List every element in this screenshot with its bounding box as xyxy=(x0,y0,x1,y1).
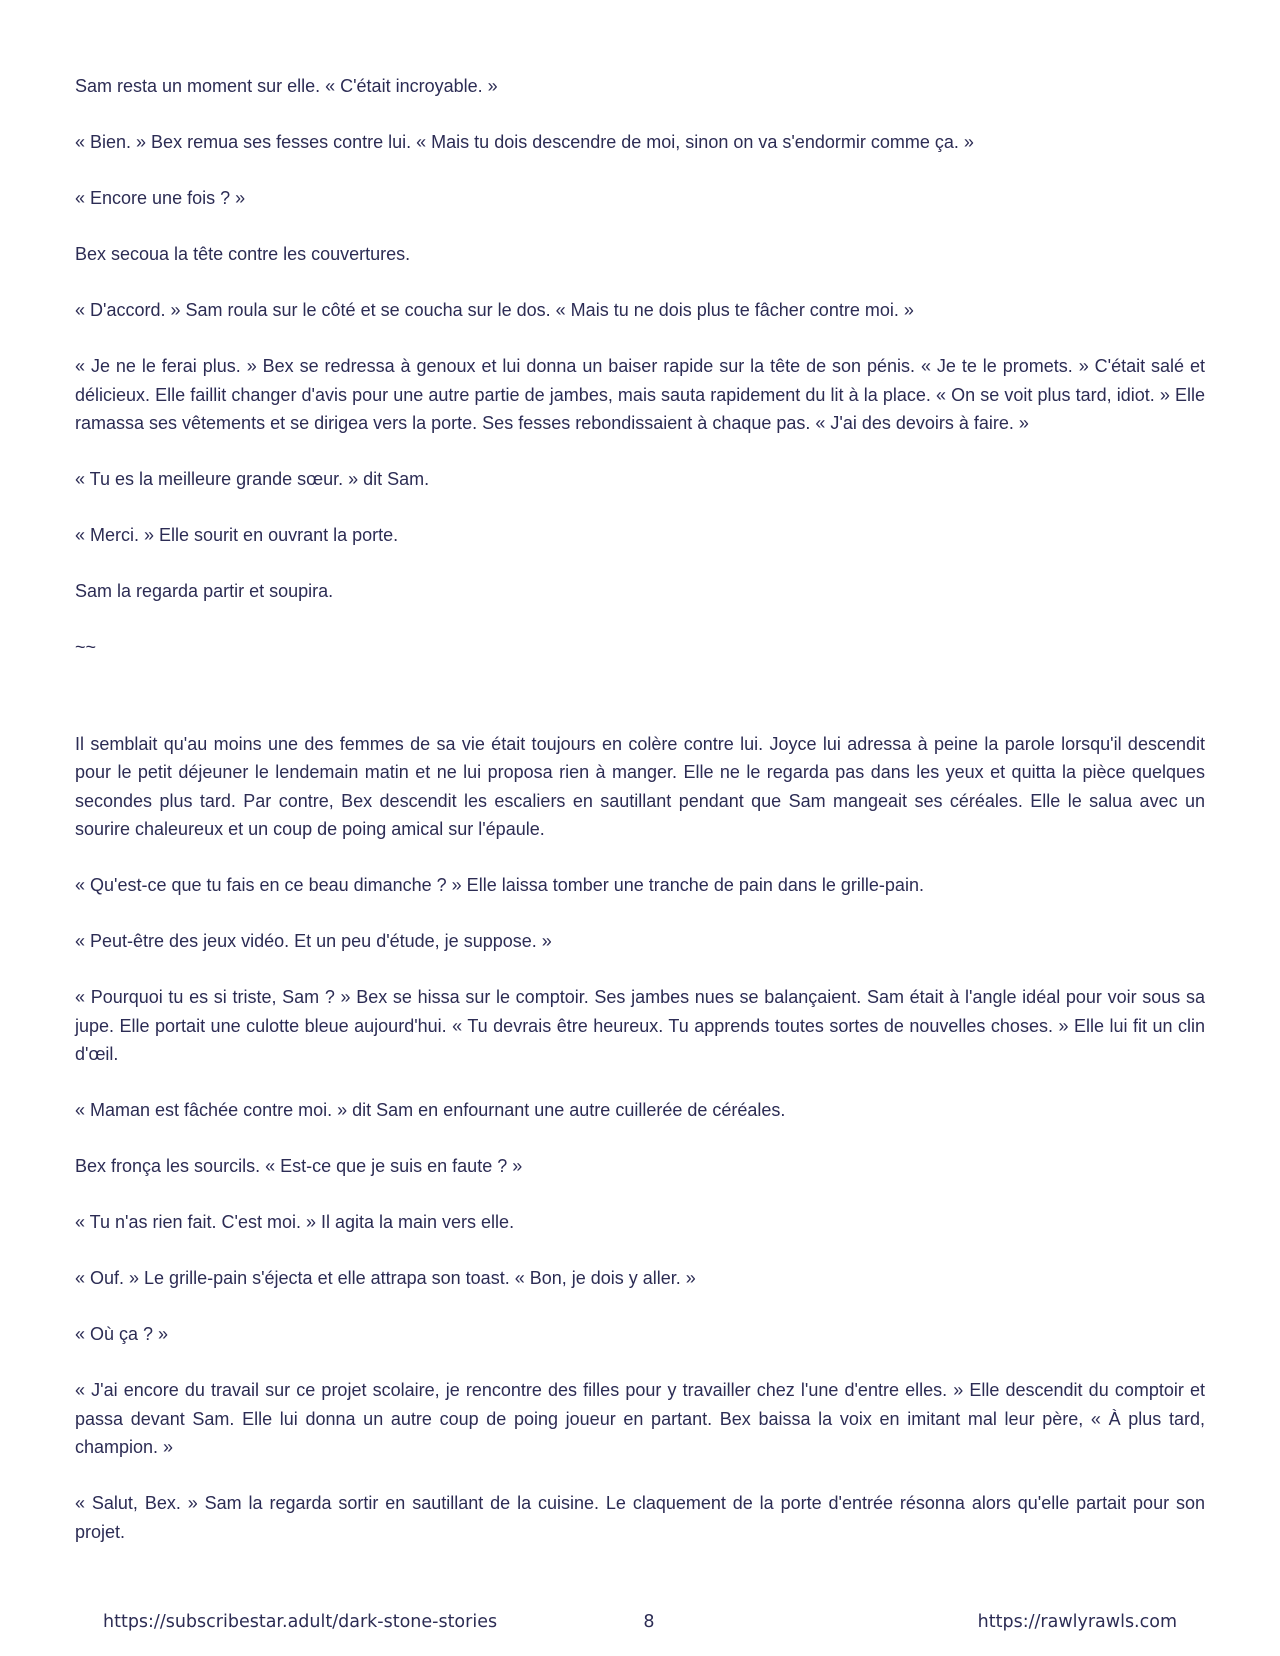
footer-left-url[interactable]: https://subscribestar.adult/dark-stone-stories xyxy=(103,1612,498,1632)
paragraph: « Salut, Bex. » Sam la regarda sortir en sautillant de la cuisine. Le claquement de la porte d'entrée résonna alors qu'elle partait pour son projet. xyxy=(75,1493,1211,1542)
paragraph: « Je ne le ferai plus. » Bex se redressa à genoux et lui donna un baiser rapide sur la tête de son pénis. « Je te le promets. » C'était salé et délicieux. Elle faillit changer d'avis pour une autre partie de jambes, mais sauta rapidement du lit à la place. « On se voit plus tard, idiot. » Elle ramassa ses vêtements et se dirigea vers la porte. Ses fesses rebondissaient à chaque pas. « J'ai des devoirs à faire. » xyxy=(75,356,1211,433)
footer-right-url[interactable]: https://rawlyrawls.com xyxy=(977,1612,1177,1632)
paragraph: Sam la regarda partir et soupira. xyxy=(75,581,334,601)
paragraph: « Ouf. » Le grille-pain s'éjecta et elle attrapa son toast. « Bon, je dois y aller. » xyxy=(75,1268,696,1288)
paragraph: « Peut-être des jeux vidéo. Et un peu d'étude, je suppose. » xyxy=(75,931,552,951)
paragraph: « Merci. » Elle sourit en ouvrant la porte. xyxy=(75,525,399,545)
paragraph: « Tu n'as rien fait. C'est moi. » Il agita la main vers elle. xyxy=(75,1212,515,1232)
paragraph: Bex fronça les sourcils. « Est-ce que je suis en faute ? » xyxy=(75,1156,523,1176)
paragraph: « Maman est fâchée contre moi. » dit Sam en enfournant une autre cuillerée de céréales. xyxy=(75,1100,786,1120)
paragraph: « Tu es la meilleure grande sœur. » dit Sam. xyxy=(75,469,430,489)
paragraph: « Encore une fois ? » xyxy=(75,188,246,208)
footer-page-number: 8 xyxy=(643,1612,655,1632)
paragraph: Il semblait qu'au moins une des femmes de sa vie était toujours en colère contre lui. Joyce lui adressa à peine la parole lorsqu'il descendit pour le petit déjeuner le lendemain matin et ne lui proposa rien à manger. Elle ne le regarda pas dans les yeux et quitta la pièce quelques secondes plus tard. Par contre, Bex descendit les escaliers en sautillant pendant que Sam mangeait ses céréales. Elle le salua avec un sourire chaleureux et un coup de poing amical sur l'épaule. xyxy=(75,733,1211,839)
paragraph: « D'accord. » Sam roula sur le côté et se coucha sur le dos. « Mais tu ne dois plus te fâcher contre moi. » xyxy=(75,300,914,320)
page-body xyxy=(75,72,1211,1574)
paragraph: « Où ça ? » xyxy=(75,1324,169,1344)
page-footer xyxy=(103,1608,1177,1638)
scene-separator: ~~ xyxy=(75,637,97,657)
paragraph: « J'ai encore du travail sur ce projet scolaire, je rencontre des filles pour y travailler chez l'une d'entre elles. » Elle descendit du comptoir et passa devant Sam. Elle lui donna un autre coup de poing joueur en partant. Bex baissa la voix en imitant mal leur père, « À plus tard, champion. » xyxy=(75,1380,1211,1457)
paragraph: « Qu'est-ce que tu fais en ce beau dimanche ? » Elle laissa tomber une tranche de pain dans le grille-pain. xyxy=(75,875,924,895)
paragraph: « Pourquoi tu es si triste, Sam ? » Bex se hissa sur le comptoir. Ses jambes nues se balançaient. Sam était à l'angle idéal pour voir sous sa jupe. Elle portait une culotte bleue aujourd'hui. « Tu devrais être heureux. Tu apprends toutes sortes de nouvelles choses. » Elle lui fit un clin d'œil. xyxy=(75,987,1211,1064)
paragraph: « Bien. » Bex remua ses fesses contre lui. « Mais tu dois descendre de moi, sinon on va s'endormir comme ça. » xyxy=(75,132,974,152)
paragraph: Bex secoua la tête contre les couvertures. xyxy=(75,244,411,264)
paragraph: Sam resta un moment sur elle. « C'était incroyable. » xyxy=(75,76,498,96)
